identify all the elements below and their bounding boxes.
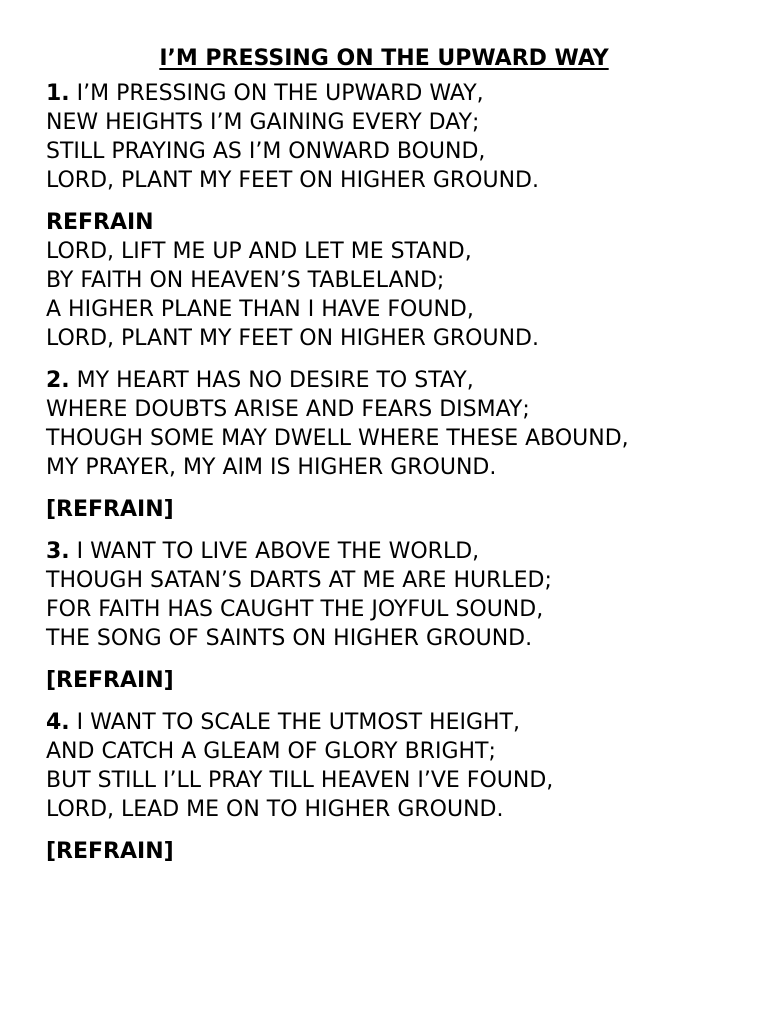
refrain-heading: REFRAIN: [46, 210, 154, 235]
verse-line: STILL PRAYING AS I’M ONWARD BOUND,: [46, 139, 486, 164]
verse-number: 3.: [46, 539, 70, 564]
verse-text: MY HEART HAS NO DESIRE TO STAY,: [76, 368, 474, 393]
refrain-reference: [46, 495, 768, 524]
verse-line: BUT STILL I’LL PRAY TILL HEAVEN I’VE FOUND,: [46, 768, 554, 793]
verse-text: I’M PRESSING ON THE UPWARD WAY,: [76, 81, 484, 106]
verse-4: [46, 708, 768, 824]
verse-line: THOUGH SATAN’S DARTS AT ME ARE HURLED;: [46, 568, 552, 593]
refrain-line: A HIGHER PLANE THAN I HAVE FOUND,: [46, 297, 474, 322]
verse-number: 4.: [46, 710, 70, 735]
verse-line: WHERE DOUBTS ARISE AND FEARS DISMAY;: [46, 397, 530, 422]
verse-line: THOUGH SOME MAY DWELL WHERE THESE ABOUND,: [46, 426, 629, 451]
refrain-marker: [REFRAIN]: [46, 497, 174, 522]
refrain-marker: [REFRAIN]: [46, 668, 174, 693]
hymn-title: I’M PRESSING ON THE UPWARD WAY: [159, 46, 609, 71]
verse-line: FOR FAITH HAS CAUGHT THE JOYFUL SOUND,: [46, 597, 544, 622]
verse-2: [46, 366, 768, 482]
verse-line: [46, 79, 768, 108]
verse-text: I WANT TO SCALE THE UTMOST HEIGHT,: [76, 710, 520, 735]
refrain-line: LORD, PLANT MY FEET ON HIGHER GROUND.: [46, 326, 539, 351]
verse-3: [46, 537, 768, 653]
refrain: [46, 208, 768, 353]
verse-number: 2.: [46, 368, 70, 393]
verse-line: MY PRAYER, MY AIM IS HIGHER GROUND.: [46, 455, 497, 480]
verse-line: [46, 537, 768, 566]
refrain-line: LORD, LIFT ME UP AND LET ME STAND,: [46, 239, 472, 264]
verse-line: NEW HEIGHTS I’M GAINING EVERY DAY;: [46, 110, 480, 135]
refrain-marker: [REFRAIN]: [46, 839, 174, 864]
verse-text: I WANT TO LIVE ABOVE THE WORLD,: [76, 539, 480, 564]
verse-line: LORD, LEAD ME ON TO HIGHER GROUND.: [46, 797, 504, 822]
verse-line: THE SONG OF SAINTS ON HIGHER GROUND.: [46, 626, 533, 651]
verse-line: [46, 366, 768, 395]
refrain-reference: [46, 837, 768, 866]
verse-line: [46, 708, 768, 737]
refrain-line: BY FAITH ON HEAVEN’S TABLELAND;: [46, 268, 445, 293]
refrain-reference: [46, 666, 768, 695]
verse-1: [46, 79, 768, 195]
verse-line: AND CATCH A GLEAM OF GLORY BRIGHT;: [46, 739, 496, 764]
verse-line: LORD, PLANT MY FEET ON HIGHER GROUND.: [46, 168, 539, 193]
verse-number: 1.: [46, 81, 70, 106]
